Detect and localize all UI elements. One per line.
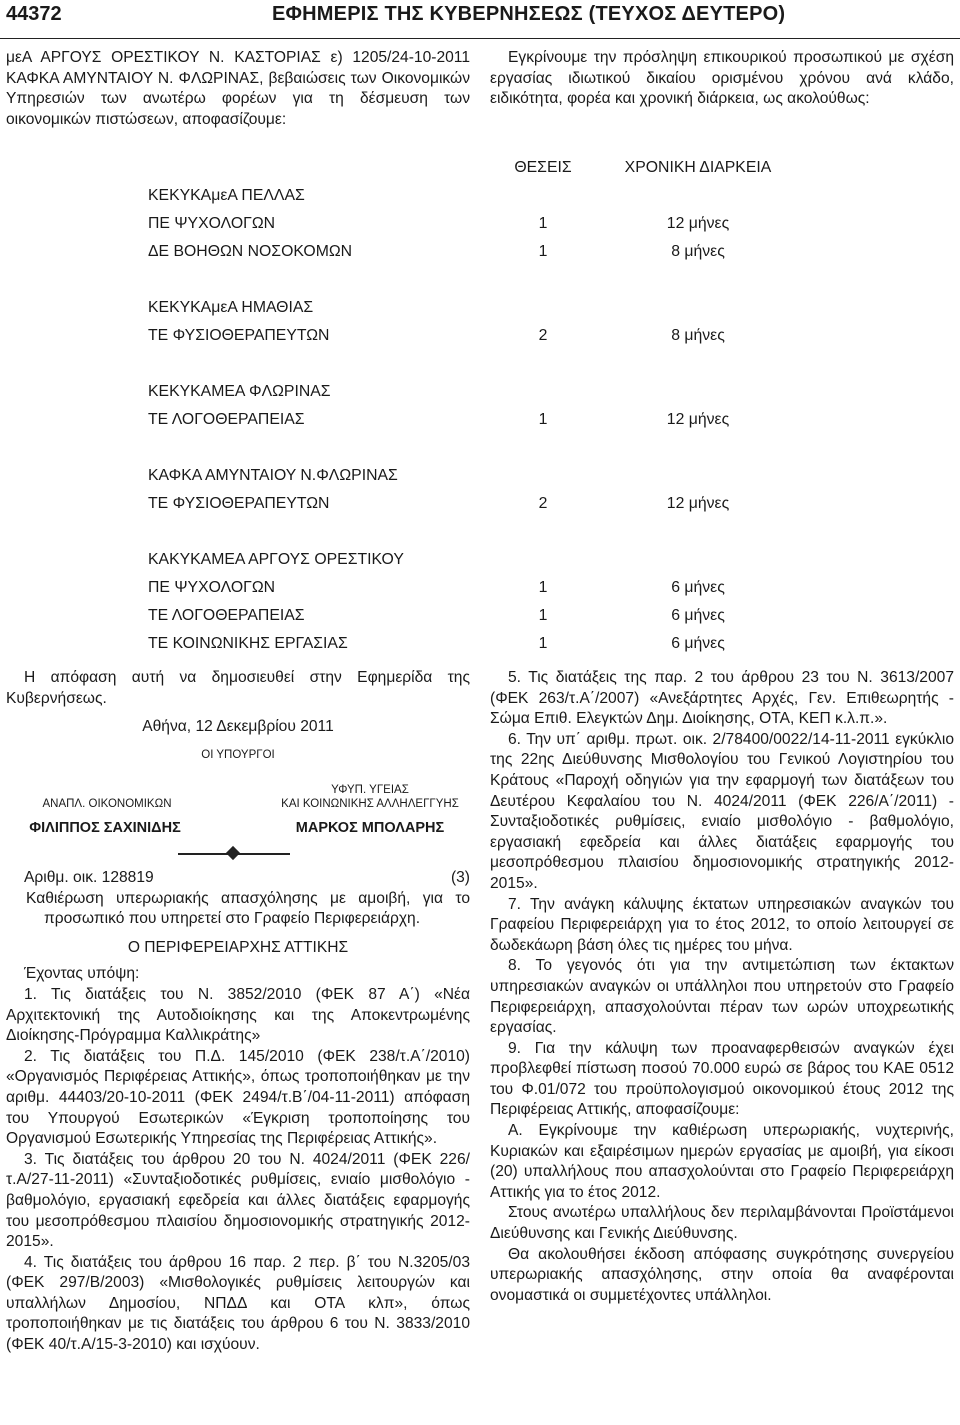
table-row: ΤΕ ΛΟΓΟΘΕΡΑΠΕΙΑΣ 1 6 μήνες [148,607,725,624]
journal-title: ΕΦΗΜΕΡΙΣ ΤΗΣ ΚΥΒΕΡΝΗΣΕΩΣ (ΤΕΥΧΟΣ ΔΕΥΤΕΡΟ) [272,3,786,25]
header-positions: ΘΕΣΕΙΣ [514,159,572,176]
regard-item: 7. Την ανάγκη κάλυψης έκτατων υπηρεσιακών αναγκών του Γραφείου Περιφερειάρχη για το έτος 2012, το οποίο λειτουργεί σε δωδεκάωρη βάση όλες τις ημέρες του μήνα. [490,895,954,954]
signatory-left-title: ΑΝΑΠΛ. ΟΙΚΟΝΟΜΙΚΩΝ [42,798,172,810]
issuing-authority: Ο ΠΕΡΙΦΕΡΕΙΑΡΧΗΣ ΑΤΤΙΚΗΣ [127,938,349,956]
intro-left-paragraph [6,48,470,130]
table-row: ΤΕ ΛΟΓΟΘΕΡΑΠΕΙΑΣ 1 12 μήνες [148,411,730,428]
regard-item: 4. Τις διατάξεις του άρθρου 16 παρ. 2 περ. β΄ του Ν.3205/03 (ΦΕΚ 297/Β/2003) «Μισθολογικές ρυθμίσεις λειτουργών και υπαλλήλων Δημοσίου, ΝΠΔΔ και ΟΤΑ κλπ», όπως τροποποιήθηκαν με τις διατάξεις του άρθρου 6 του Ν. 3833/2010 (ΦΕΚ 40/τ.Α/15-3-2010) και ισχύουν. [6,1253,470,1354]
decision-article: Θα ακολουθήσει έκδοση απόφασης συγκρότησης συνεργείου υπερωριακής απασχόλησης, στην οποία θα αναφέρονται ονομαστικά οι συμμετέχοντες υπάλληλοι. [490,1245,954,1304]
decision-article: Στους ανωτέρω υπαλλήλους δεν περιλαμβάνονται Προϊστάμενοι Διεύθυνσης και Γενικής Διεύθυνσης. [490,1204,954,1243]
positions-table [148,154,798,658]
group-row [148,294,798,322]
decision-sequence: (3) [450,869,470,886]
signatory-right-title-2: ΚΑΙ ΚΟΙΝΩΝΙΚΗΣ ΑΛΛΗΛΕΓΓΥΗΣ [281,798,459,810]
decision-left-column [6,868,470,1356]
place-date: Αθήνα, 12 Δεκεμβρίου 2011 [142,718,334,736]
page-number: 44372 [6,3,62,25]
table-row: ΔΕ ΒΟΗΘΩΝ ΝΟΣΟΚΟΜΩΝ 1 8 μήνες [148,243,725,260]
intro-right-paragraph [490,48,954,110]
divider-diamond-icon [226,846,240,860]
regard-item: 5. Τις διατάξεις της παρ. 2 του άρθρου 23 του Ν. 3613/2007 (ΦΕΚ 263/τ.Α΄/2007) «Ανεξάρτητες Αρχές, Γεν. Επιθεωρητής - Σώμα Επιθ. Ελεγκτών Δημ. Διοίκησης, ΟΤΑ, ΚΕΠ κ.λ.π.». [490,669,954,728]
regard-item: 8. Το γεγονός ότι για την αντιμετώπιση των έκτακτων υπηρεσιακών αναγκών οι υπάλληλοι που υπηρετούν στο Γραφείο Περιφερειάρχη, απασχολούνται πέραν των ωρών υποχρεωτικής εργασίας. [490,957,954,1037]
table-header-row [148,154,798,182]
table-row: ΠΕ ΨΥΧΟΛΟΓΩΝ 1 6 μήνες [148,579,725,596]
group-row [148,182,798,210]
intro-right-text: Εγκρίνουμε την πρόσληψη επικουρικού προσωπικού με σχέση εργασίας ιδιωτικού δικαίου ορισμένου χρόνου ανά κλάδο, ειδικότητα, φορέα και χρονική διάρκεια, ως ακολούθως: [490,49,954,108]
group-name: ΚΑΚΥΚΑΜΕΑ ΑΡΓΟΥΣ ΟΡΕΣΤΙΚΟΥ [148,551,404,568]
decision-subject: Καθιέρωση υπερωριακής απασχόλησης με αμοιβή, για το προσωπικό που υπηρετεί στο Γραφείο Περιφερειάρχη. [26,889,470,928]
group-name: ΚΕΚΥΚΑμεΑ ΠΕΛΛΑΣ [148,187,305,204]
group-name: ΚΕΚΥΚΑΜΕΑ ΦΛΩΡΙΝΑΣ [148,383,331,400]
regard-item: 6. Την υπ΄ αριθμ. πρωτ. οικ. 2/78400/0022/14-11-2011 εγκύκλιο της 22ης Διεύθυνσης Μισθολογίου του Γενικού Λογιστηρίου του Κράτους «Παροχή οδηγιών για την εφαρμογή των διατάξεων του Δευτέρου Κεφαλαίου του Ν. 4024/2011 (ΦΕΚ 226/Α΄/2011) - Συνταξιοδοτικές ρυθμίσεις, ενιαίο μισθολόγιο - βαθμολόγιο, εργασιακή εφεδρεία και άλλες διατάξεις εφαρμογής του μεσοπρόθεσμου πλαισίου δημοσιονομικής στρατηγικής 2012-2015». [490,730,954,892]
table-row: ΤΕ ΚΟΙΝΩΝΙΚΗΣ ΕΡΓΑΣΙΑΣ 1 6 μήνες [148,635,725,652]
group-row [148,546,798,574]
header-duration: ΧΡΟΝΙΚΗ ΔΙΑΡΚΕΙΑ [624,159,772,176]
group-name: ΚΕΚΥΚΑμεΑ ΗΜΑΘΙΑΣ [148,299,314,316]
closing-block [6,668,470,762]
table-row: ΠΕ ΨΥΧΟΛΟΓΩΝ 1 12 μήνες [148,215,730,232]
regard-item: 3. Τις διατάξεις του άρθρου 20 του Ν. 4024/2011 (ΦΕΚ 226/τ.Α/27-11-2011) «Συνταξιοδοτικές ρυθμίσεις, ενιαίο μισθολόγιο - βαθμολόγιο, εργασιακή εφεδρεία και άλλες διατάξεις εφαρμογής του μεσοπρόθεσμου πλαισίου δημοσιονομικής στρατηγικής 2012-2015». [6,1150,470,1251]
decision-article: Α. Εγκρίνουμε την καθιέρωση υπερωριακής, νυχτερινής, Κυριακών και εξαιρέσιμων ημερών εργασίας με αμοιβή, για είκοσι (20) υπαλλήλους που απασχολούνται στο Γραφείο Περιφερειάρχη Αττικής για το έτος 2012. [490,1122,954,1201]
page-header [0,0,960,39]
group-row [148,462,798,490]
signatory-right-title-1: ΥΦΥΠ. ΥΓΕΙΑΣ [331,784,409,796]
table-row: ΤΕ ΦΥΣΙΟΘΕΡΑΠΕΥΤΩΝ 2 12 μήνες [148,495,730,512]
intro-left-text: μεΑ ΑΡΓΟΥΣ ΟΡΕΣΤΙΚΟΥ Ν. ΚΑΣΤΟΡΙΑΣ ε) 1205/24-10-2011 ΚΑΦΚΑ ΑΜΥΝΤΑΙΟΥ Ν. ΦΛΩΡΙΝΑΣ, βεβαιώσεις των Οικονομικών Υπηρεσιών των ανωτέρω φορέων για τη δέσμευση των οικονομικών πιστώσεων, αποφασίζουμε: [6,49,470,128]
regard-item: 2. Τις διατάξεις του Π.Δ. 145/2010 (ΦΕΚ 238/τ.Α΄/2010) «Οργανισμός Περιφέρειας Αττικής», όπως τροποποιήθηκαν με την αριθμ. 44403/20-10-2011 (ΦΕΚ 2494/τ.Β΄/04-11-2011) απόφαση του Υπουργού Εσωτερικών «Έγκριση τροποποίησης του Οργανισμού Εσωτερικής Υπηρεσίας της Περιφέρειας Αττικής». [6,1047,470,1148]
regard-item: 1. Τις διατάξεις του Ν. 3852/2010 (ΦΕΚ 87 Α΄) «Νέα Αρχιτεκτονική της Αυτοδιοίκησης και της Αποκεντρωμένης Διοίκησης-Πρόγραμμα Καλλικράτης» [6,985,470,1045]
decision-number-line [6,868,470,889]
table-row: ΤΕ ΦΥΣΙΟΘΕΡΑΠΕΥΤΩΝ 2 8 μήνες [148,327,725,344]
publication-order: Η απόφαση αυτή να δημοσιευθεί στην Εφημερίδα της Κυβερνήσεως. [6,669,470,707]
signatory-right-name: ΜΑΡΚΟΣ ΜΠΟΛΑΡΗΣ [295,820,445,836]
decision-right-column [490,668,954,1306]
decision-number: Αριθμ. οικ. 128819 [24,869,154,886]
signatory-left-name: ΦΙΛΙΠΠΟΣ ΣΑΧΙΝΙΔΗΣ [29,820,181,836]
regard-item: 9. Για την κάλυψη των προαναφερθεισών αναγκών έχει προβλεφθεί πίστωση ποσού 70.000 ευρώ σε βάρος του ΚΑΕ 0512 του Φ.01/072 του προϋπολογισμού οικονομικού έτους 2012 της Περιφέρειας Αττικής, αποφασίζουμε: [490,1039,954,1119]
having-regard: Έχοντας υπόψη: [24,965,140,983]
group-row [148,378,798,406]
group-name: ΚΑΦΚΑ ΑΜΥΝΤΑΙΟΥ Ν.ΦΛΩΡΙΝΑΣ [148,467,398,484]
ministers-label: ΟΙ ΥΠΟΥΡΓΟΙ [201,748,275,761]
